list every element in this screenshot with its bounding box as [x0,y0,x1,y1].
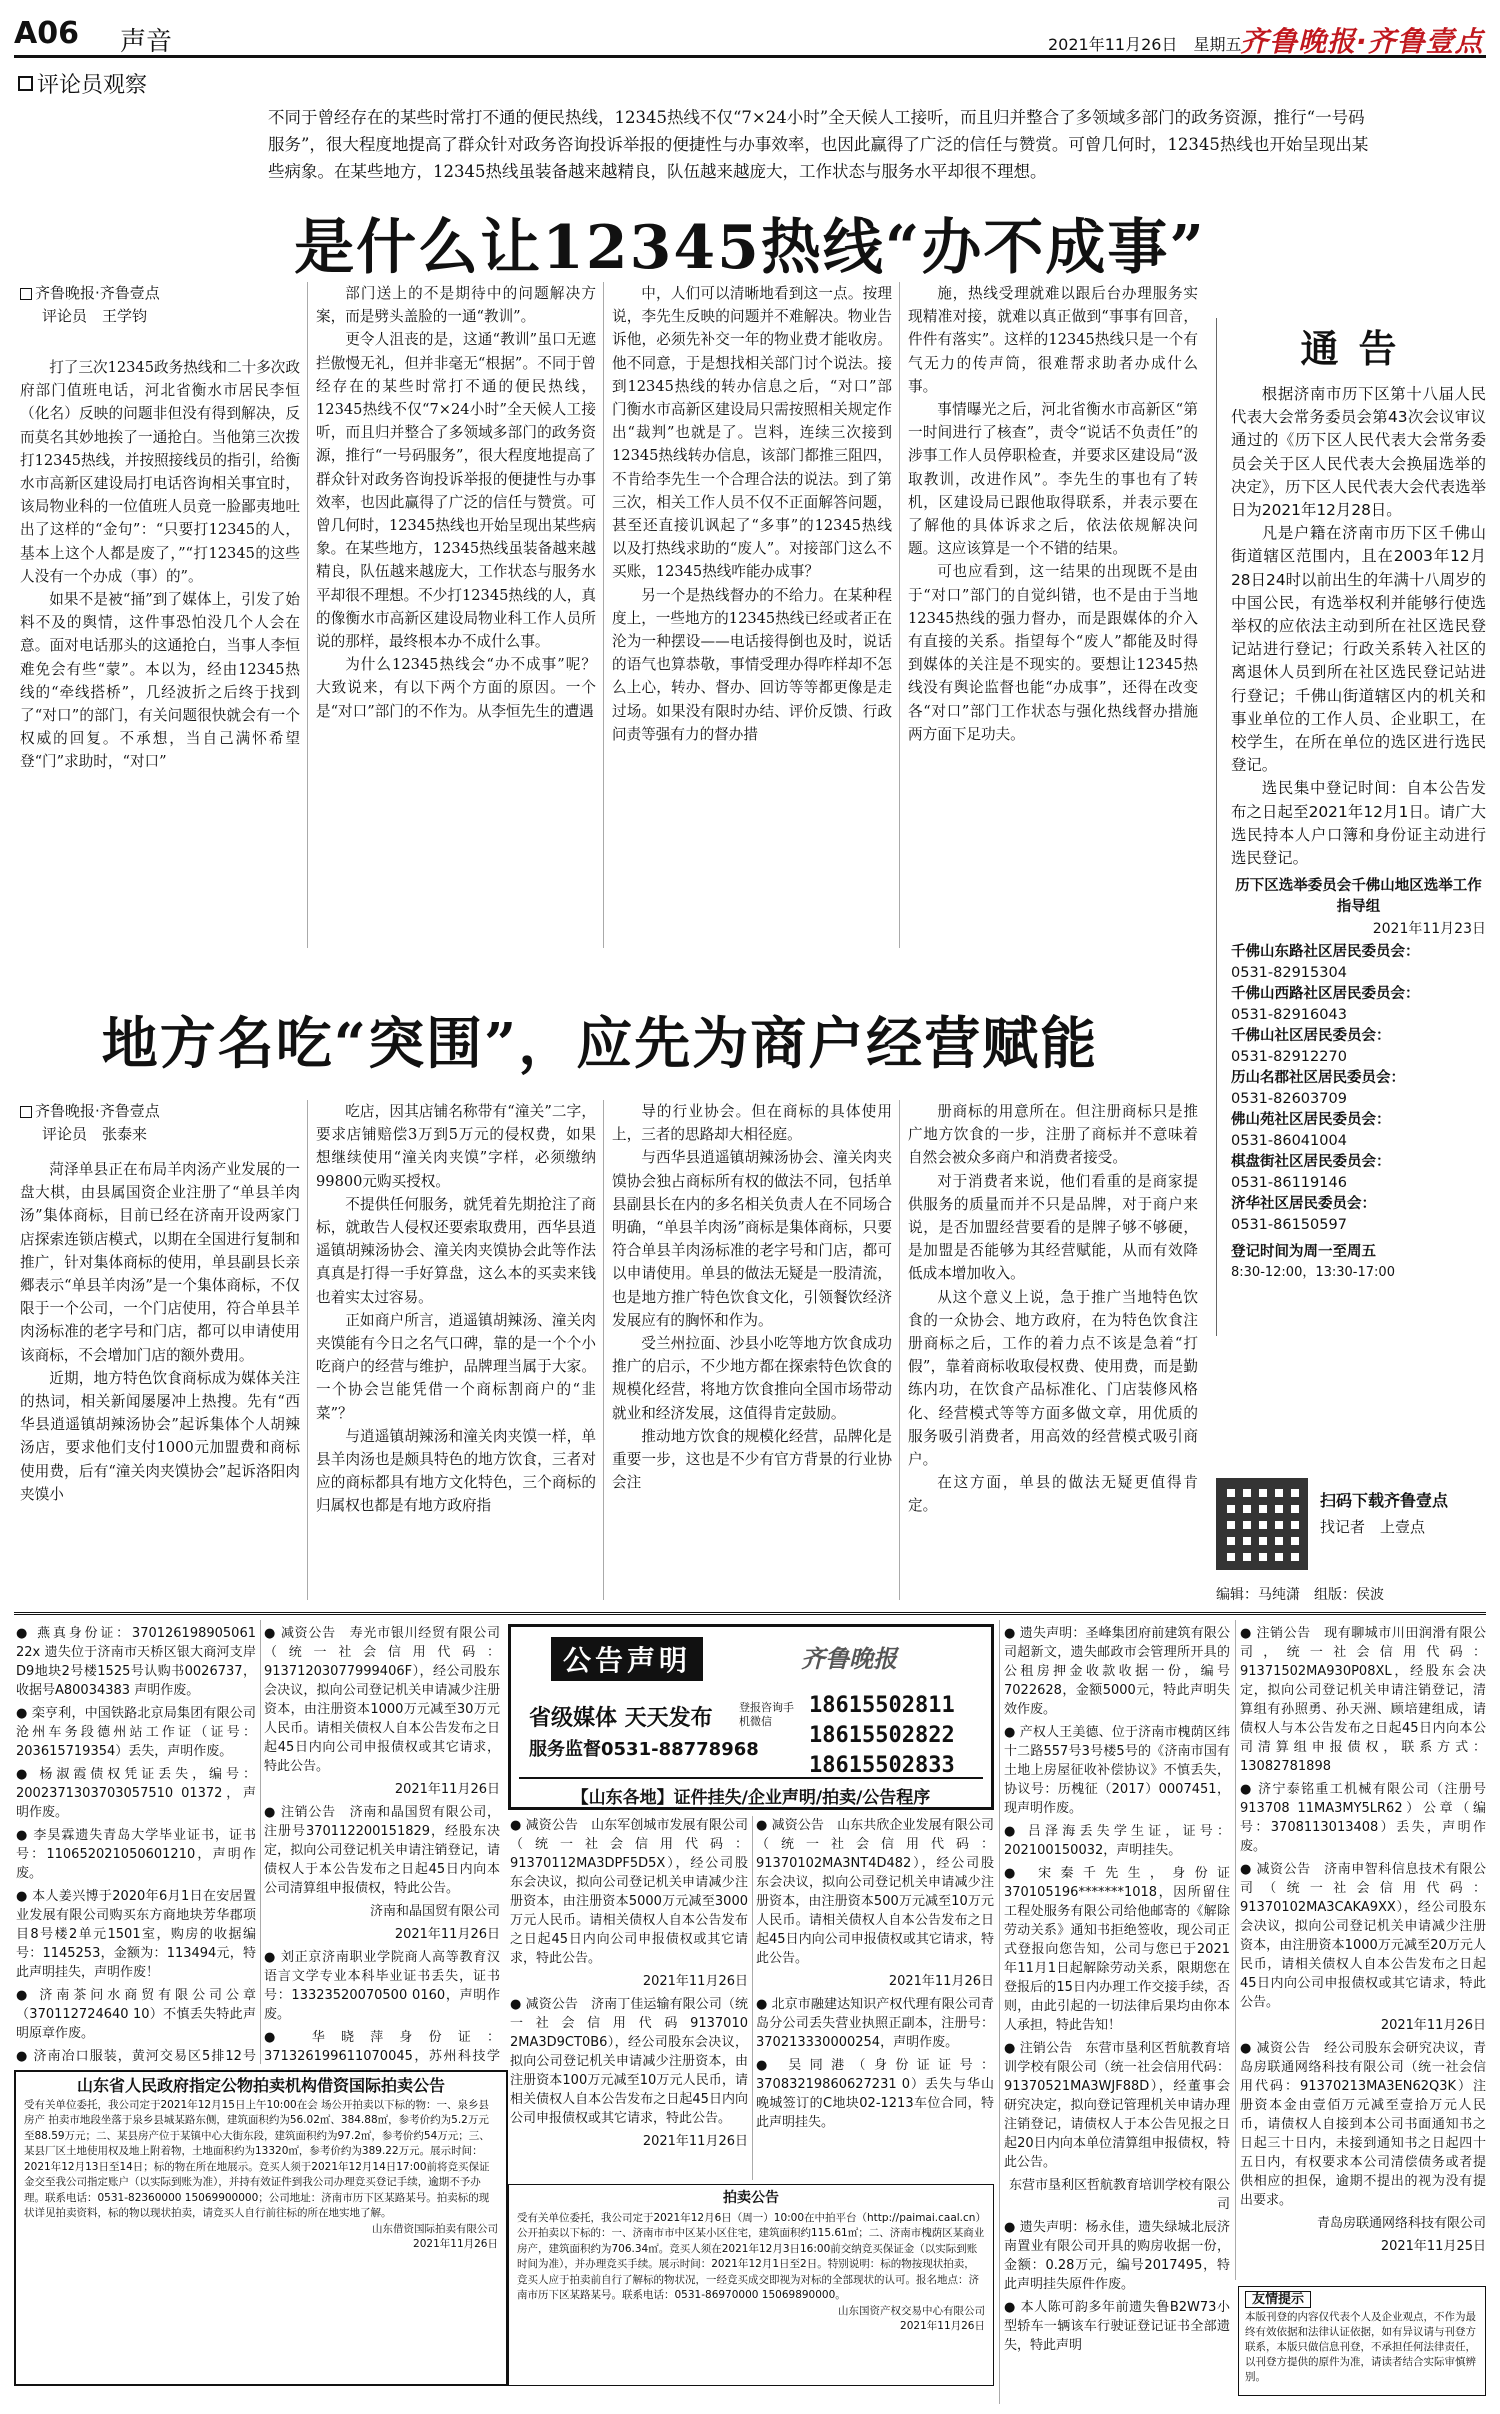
newspaper-brand: 齐鲁晚报·齐鲁壹点 [1240,25,1484,58]
page-section: 声音 [120,27,173,57]
column-rule [603,282,604,948]
classified-ad: ● 北京市融建达知识产权代理有限公司青岛分公司丢失营业执照正副本，注册号：370213330000254，声明作废。 [756,1997,994,2050]
auction-2-title: 拍卖公告 [723,2190,779,2206]
classified-ad: ● 吕泽海丢失学生证，证号：202100150032，声明挂失。 [1004,1824,1230,1858]
qr-line-1: 扫码下载齐鲁壹点 [1320,1491,1449,1510]
paragraph: 打了三次12345政务热线和二十多次政府部门值班电话，河北省衡水市居民李恒（化名）反映的问题非但没有得到解决，反而莫名其妙地挨了一通抢白。当他第三次拨打12345热线，并按照接线员的指引，给衡水市高新区建设局打电话咨询相关事宜时，该局物业科的一位值班人员竟一脸鄙夷地吐出了这样的“金句”：“只要打12345的人，基本上这个人都是废了，”“打12345的这些人没有一个办成（事）的”。 [20,359,300,585]
article1-column-4 [908,282,1198,948]
contact-phone: 0531-82915304 [1231,965,1347,982]
article2-column-4 [908,1100,1198,1600]
qr-block [1216,1478,1486,1578]
promo-phones [809,1691,955,1781]
auction-notice-2 [508,2184,994,2386]
column-rule [260,1620,261,2064]
paragraph: 如果不是被“捅”到了媒体上，引发了始料不及的舆情，这件事恐怕没几个人会在意。面对电话那头的这通抢白，当事人李恒难免会有些“蒙”。本以为，经由12345热线的“牵线搭桥”，几经波折之后终于找到了“对口”的部门，有关问题很快就会有一个权威的回复。不承想，当自己满怀希望登“门”求助时，“对口” [20,591,300,771]
auction-body: 受有关单位委托，我公司定于2021年12月15日上午10:00在会 场公开拍卖以下标的物：一、泉乡县房产 拍卖市地段坐落于泉乡县城某路东侧，建筑面积约为56.02㎡、384.88㎡，参考价约为5.2万元至88.59万元；二、某县房产位于某镇中心大街东段，建筑面积约为97.2㎡，参考价约54万元；三、某县厂区土地使用权及地上附着物，土地面积约为13320㎡，参考价约为389.22万元。展示时间：2021年12月13日至14日；标的物在所在地展示。竞买人须于2021年12月14日17:00前将竞买保证金交至我公司指定账户（以实际到账为准），并持有效证件到我公司办理竞买登记手续，逾期不予办理。联系电话：0531-82360000 15069900000；公司地址：济南市历下区某路某号。拍卖标的现状详见拍卖资料，标的物以现状拍卖，请竞买人自行前往标的所在地实地了解。 [24,2098,490,2219]
paragraph: 吃店，因其店铺名称带有“潼关”二字，要求店铺赔偿3万到5万元的侵权费，如果想继续使用“潼关肉夹馍”字样，必须缴纳99800元购买授权。 [316,1103,596,1190]
classified-ad: ● 减资公告 寿光市银川经贸有限公司（统一社会信用代码：91371203077999406F），经公司股东会决议，拟向公司登记机关申请减少注册资本，由注册资本1000万元减至30万元人民币。请相关债权人自本公告发布之日起45日内向公司申报债权或其它请求，特此公告。 [264,1626,500,1774]
paragraph: 凡是户籍在济南市历下区千佛山街道辖区范围内，且在2003年12月28日24时以前出生的年满十八周岁的中国公民，有选举权利并能够行使选举权的应依法主动到所在社区选民登记站进行登记；行政关系转入社区的离退休人员到所在社区选民登记站进行登记；千佛山街道辖区内的机关和事业单位的工作人员、企业职工，在校学生，在所在单位的选区进行选民登记。 [1231,524,1486,775]
classified-ad: ● 刘正京济南职业学院商人高等教育汉语言文学专业本科毕业证书丢失，证书号：13323520070500 0160，声明作废。 [264,1950,500,2022]
column-rule [752,1816,753,2180]
promo-box [508,1624,994,1810]
classified-ad-date: 2021年11月26日 [642,2134,748,2149]
contact-name: 千佛山东路社区居民委员会： [1231,944,1420,961]
article2-byline [20,1100,160,1146]
auction-title: 山东省人民政府指定公物拍卖机构借资国际拍卖公告 [76,2076,445,2095]
article1-lead: 不同于曾经存在的某些时常打不通的便民热线，12345热线不仅“7×24小时”全天候人工接听，而且归并整合了多领域多部门的政务资源，推行“一号码服务”，很大程度地提高了群众针对政务咨询投诉举报的便捷性与办事效率，也因此赢得了广泛的信任与赞赏。可曾几何时，12345热线也开始呈现出某些病象。在某些地方，12345热线虽装备越来越精良，队伍越来越庞大，工作状态与服务水平却很不理想。 [268,108,1369,181]
paragraph: 对于消费者来说，他们看重的是商家提供服务的质量而并不只是品牌，对于商户来说，是否加盟经营要看的是牌子够不够硬，是加盟是否能够为其经营赋能，从而有效降低成本增加收入。 [908,1172,1198,1283]
contact-phone: 0531-86041004 [1231,1133,1347,1150]
square-icon [20,288,32,300]
paragraph: 册商标的用意所在。但注册商标只是推广地方饮食的一步，注册了商标并不意味着自然会被众多商户和消费者接受。 [908,1103,1198,1167]
contact-name: 千佛山西路社区居民委员会： [1231,986,1420,1003]
column-rule [1235,1620,1236,2280]
article2-column-2 [316,1100,596,1600]
auction-notice [14,2070,508,2386]
paragraph: 在这方面，单县的做法无疑更值得肯定。 [908,1474,1198,1515]
ads-column-1 [16,1624,256,2064]
auction-2-body: 受有关单位委托，我公司定于2021年12月6日（周一）10:00在中拍平台（http://paimai.caal.cn）公开拍卖以下标的：一、济南市市中区某小区住宅，建筑面积约115.61㎡；二、济南市槐荫区某商业房产，建筑面积约为706.34㎡。竞买人须在2021年12月3日16:00前交纳竞买保证金（以实际到账时间为准），并办理竞买手续。展示时间：2021年12月1日至2日。特别说明：标的物按现状拍卖，竞买人应于拍卖前自行了解标的物状况，一经竞买成交即视为对标的全部现状的认可。报名地点：济南市历下区某路某号。联系电话：0531-86970000 15069890000。 [517,2211,985,2301]
article2-headline: 地方名吃“突围”，应先为商户经营赋能 [101,1011,1099,1077]
promo-phone-number: 18615502811 [809,1693,955,1718]
contact-name: 佛山苑社区居民委员会： [1231,1112,1391,1129]
paragraph: 根据济南市历下区第十八届人民代表大会常务委员会第43次会议审议通过的《历下区人民代表大会常务委员会关于区人民代表大会换届选举的决定》，历下区人民代表大会代表选举日为2021年12月28日。 [1231,385,1486,520]
notice-title: 通告 [1300,326,1417,371]
classified-ad: ● 注销公告 济南和晶国贸有限公司，注册号370112200151829，经股东决定，拟向公司登记机关申请注销登记，请债权人于本公告发布之日起45日内向本公司清算组申报债权，特此公告。 [264,1805,500,1896]
article1-author: 评论员 王学钧 [42,307,148,325]
contact-name: 棋盘街社区居民委员会： [1231,1154,1391,1171]
issue-date: 2021年11月26日 星期五 [1048,35,1242,54]
article2-column-1 [20,1158,300,1600]
article1-source: 齐鲁晚报·齐鲁壹点 [35,284,160,302]
promo-footer: 【山东各地】证件挂失/企业声明/拍卖/公告程序 [519,1777,983,1808]
promo-slogan: 省级媒体 天天发布 [529,1706,713,1731]
paragraph: 施，热线受理就难以跟后台办理服务实现精准对接，就难以真正做到“事事有回音，件件有落实”。这样的12345热线只是一个有气无力的传声筒，很难帮求助者办成什么事。 [908,285,1198,395]
classified-ad: ● 李昊霖遗失青岛大学毕业证书，证书号：110652021050601210，声明作废。 [16,1828,256,1881]
column-rule [307,282,308,948]
contact-list [1231,942,1486,1236]
paragraph: 更令人沮丧的是，这通“教训”虽口无遮拦傲慢无礼，但并非毫无“根据”。不同于曾经存在的某些时常打不通的便民热线，12345热线不仅“7×24小时”全天候人工接听，而且归并整合了多领域多部门的政务资源，推行“一号码服务”，很大程度地提高了群众针对政务咨询投诉举报的便捷性与办事效率，也因此赢得了广泛的信任与赞赏。可曾几何时，12345热线也开始呈现出某些病象。在某些地方，12345热线虽装备越来越精良，队伍越来越庞大，工作状态与服务水平却很不理想。不少打12345热线的人，真的像衡水市高新区建设局物业科工作人员所说的那样，最终根本办不成什么事。 [316,331,596,651]
paragraph: 不提供任何服务，就凭着先期抢注了商标，就敢告人侵权还要索取费用，西华县逍遥镇胡辣汤协会、潼关肉夹馍协会此等作法真真是打得一手好算盘，这么本的买卖来钱也着实太过容易。 [316,1195,596,1306]
column-tag [18,68,147,99]
classified-ad: ● 遗失声明：杨永佳，遗失绿城北辰济南置业有限公司开具的购房收据一份，金额：0.28万元，编号2017495，特此声明挂失原件作废。 [1004,2220,1230,2292]
classified-ad: ● 宋秦千先生，身份证 370105196*******1018，因所留住工程处服务有限公司给他邮寄的《解除劳动关系》通知书拒绝签收，现公司正式登报向您告知，公司与您已于2021年11月1日起解除劳动关系，限期您在登报后的15日内办理工作交接手续，否则，由此引起的一切法律后果均由你本人承担，特此告知！ [1004,1866,1230,2033]
classified-ad: ● 济南茶问水商贸有限公司公章（370112724640 10）不慎丢失特此声明原章作废。 [16,1988,256,2041]
registration-hours: 8:30-12:00，13:30-17:00 [1231,1265,1395,1281]
promo-phone-number: 18615502833 [809,1753,955,1778]
ads-column-5 [1240,1624,1486,2280]
classified-ad-signer: 青岛房联通网络科技有限公司 [1316,2216,1486,2231]
classified-ad: ● 吴同港（身份证证号：37083219860627231 0）丢失与华山晚城签订的C地块02-1213车位合同，特此声明挂失。 [756,2058,994,2130]
classified-ad: ● 遗失声明：圣峰集团府前建筑有限公司超新文，遗失邮政市会管理所开具的公租房押金收款收据一份，编号7022628，金额5000元，特此声明失效作废。 [1004,1626,1230,1717]
ads-column-4 [1004,1624,1230,2404]
paragraph: 可也应看到，这一结果的出现既不是由于“对口”部门的自觉纠错，也不是由于当地12345热线的强力督办，而是跟媒体的介入有直接的关系。指望每个“废人”都能及时得到媒体的关注是不现实的。要想让12345热线没有舆论监督也能“办成事”，还得在改变各“对口”部门工作状态与强化热线督办措施两方面下足功夫。 [908,563,1198,743]
paragraph: 另一个是热线督办的不给力。在某种程度上，一些地方的12345热线已经或者正在沦为一种摆设——电话接得倒也及时，说话的语气也算恭敬，事情受理办得咋样却不怎么上心，转办、督办、回访等等都更像是走过场。如果没有限时办结、评价反馈、行政问责等强有力的督办措 [612,586,892,743]
notice-signatory: 历下区选举委员会千佛山地区选举工作指导组 [1235,878,1482,916]
article1-headline: 是什么让12345热线“办不成事” [294,213,1206,283]
classified-ad: ● 注销公告 现有聊城市川田润滑有限公司，统一社会信用代码：91371502MA930P08XL，经股东会决定，拟向公司登记机关申请注销登记，清算组有孙照勇、孙天洲、顾培建组成，请债权人与本公告发布之日起45日内向本公司清算组申报债权，联系方式：13082781898 [1240,1626,1486,1774]
classified-ad-date: 2021年11月26日 [888,1974,994,1989]
ads-column-3a [510,1816,748,2180]
contact-phone: 0531-86150597 [1231,1217,1347,1234]
paragraph: 为什么12345热线会“办不成事”呢？大致说来，有以下两个方面的原因。一个是“对口”部门的不作为。从李恒先生的遭遇 [316,656,596,720]
promo-brand: 齐鲁晚报 [801,1645,897,1673]
paragraph: 与西华县逍遥镇胡辣汤协会、潼关肉夹馍协会独占商标所有权的做法不同，包括单县副县长在内的多名相关负责人在不同场合明确，“单县羊肉汤”商标是集体商标，只要符合单县羊肉汤标准的老字号和门店，都可以申请使用。单县的做法无疑是一股清流，也是地方推广特色饮食文化，引领餐饮经济发展应有的胸怀和作为。 [612,1149,892,1329]
column-rule [899,282,900,948]
classified-ad-signer: 东营市垦利区哲航教育培训学校有限公司 [1008,2178,1230,2212]
square-icon [20,1106,32,1118]
contact-phone: 0531-82916043 [1231,1007,1347,1024]
paragraph: 从这个意义上说，急于推广当地特色饮食的一众协会、地方政府，在为特色饮食注册商标之后，工作的着力点不该是急着“打假”，靠着商标收取侵权费、使用费，而是勤练内功，在饮食产品标准化、门店装修风格化、经营模式等等方面多做文章，用优质的服务吸引消费者，用高效的经营模式吸引商户。 [908,1288,1198,1469]
paragraph: 中，人们可以清晰地看到这一点。按理说，李先生反映的问题并不难解决。物业告诉他，必须先补交一年的物业费才能收房。他不同意，于是想找相关部门讨个说法。接到12345热线的转办信息之后，“对口”部门衡水市高新区建设局只需按照相关规定作出“裁判”也就是了。岂料，连续三次接到12345热线转办信息，该部门都推三阻四，不肯给李先生一个合理合法的说法。到了第三次，相关工作人员不仅不正面解答问题，甚至还直接讥讽起了“多事”的12345热线以及打热线求助的“废人”。对接部门这么不买账，12345热线咋能办成事？ [612,285,892,581]
classified-ad: ● 减资公告 济南丁佳运输有限公司（统一社会信用代码9137010 2MA3D9CT0B6），经公司股东会决议，拟向公司登记机关申请减少注册资本，由注册资本100万元减至10万元人民币，请相关债权人自本公告发布之日起45日内向公司申报债权或其它请求，特此公告。 [510,1997,748,2126]
classified-ad-date: 2021年11月26日 [394,1782,500,1797]
paragraph: 选民集中登记时间：自本公告发布之日起至2021年12月1日。请广大选民持本人户口簿和身份证主动进行选民登记。 [1231,779,1486,868]
contact-phone: 0531-82603709 [1231,1091,1347,1108]
contact-name: 千佛山社区居民委员会： [1231,1028,1391,1045]
tip-body: 本版刊登的内容仅代表个人及企业观点，不作为最终有效依据和法律认证依据，如有异议请与刊登方联系，本版只做信息刊登，不承担任何法律责任，以刊登方提供的原件为准，请读者结合实际审慎辨别。 [1245,2311,1476,2383]
paragraph: 受兰州拉面、沙县小吃等地方饮食成功推广的启示，不少地方都在探索特色饮食的规模化经营，将地方饮食推向全国市场带动就业和经济发展，这值得肯定鼓励。 [612,1335,892,1422]
classified-ad: ● 产权人王美德、位于济南市槐荫区纬十二路557号3号楼5号的《济南市国有土地上房屋征收补偿协议》不慎丢失，协议号：历槐征（2017）0007451，现声明作废。 [1004,1725,1230,1816]
classified-ad: ● 华晓萍身份证：371326199611070045，苏州科技学 [264,2030,500,2064]
contact-name: 济华社区居民委员会： [1231,1196,1376,1213]
auction-2-signer: 山东国资产权交易中心有限公司 [838,2304,985,2317]
masthead [14,14,1486,58]
contact-phone: 0531-82912270 [1231,1049,1347,1066]
column-rule [603,1100,604,1600]
classified-ad-date: 2021年11月26日 [394,1927,500,1942]
ads-column-3b [756,1816,994,2180]
article1-column-1 [20,356,300,948]
classified-ad: ● 本人陈可韵多年前遗失鲁B2W73小型轿车一辆该车行驶证登记证书全部遗失，特此声明 [1004,2300,1230,2353]
contact-name: 历山名郡社区居民委员会： [1231,1070,1405,1087]
article2-column-3 [612,1100,892,1600]
classified-ad: ● 减资公告 经公司股东会研究决议，青岛房联通网络科技有限公司（统一社会信用代码：91370213MA3EN62Q3K）注册资本金由壹佰万元减至壹拾万元人民币，请债权人自接到本公司书面通知书之日起三十日内，未接到通知书之日起四十五日内，有权要求本公司清偿债务或者提供相应的担保，逾期不提出的视为没有提出要求。 [1240,2041,1486,2208]
paragraph: 导的行业协会。但在商标的具体使用上，三者的思路却大相径庭。 [612,1103,892,1144]
classified-ad: ● 杨淑霞债权凭证丢失，编号：2002371303703057510 01372，声明作废。 [16,1767,256,1820]
qr-code-icon[interactable] [1216,1478,1308,1570]
qr-line-2: 找记者 上壹点 [1320,1518,1426,1536]
auction-signer: 山东借资国际拍卖有限公司 [372,2222,498,2235]
classified-ad-date: 2021年11月25日 [1380,2239,1486,2254]
classified-ad: ● 济南冶口服装，黄河交易区5排12号 [16,2049,256,2064]
promo-contact-note: 登报咨询手机微信 [739,1701,794,1728]
election-notice [1216,318,1486,1336]
auction-date: 2021年11月26日 [413,2238,498,2250]
ads-divider [14,1612,1486,1615]
article1-column-3 [612,282,892,948]
article1-byline [20,282,160,328]
notice-date: 2021年11月23日 [1372,921,1486,938]
paragraph: 正如商户所言，逍遥镇胡辣汤、潼关肉夹馍能有今日之名气口碑，靠的是一个个小吃商户的经营与维护，品牌理当属于大家。一个协会岂能凭借一个商标割商户的“韭菜”？ [316,1311,596,1422]
column-tag-label: 评论员观察 [37,73,148,98]
registration-hours-label: 登记时间为周一至周五 [1231,1244,1376,1261]
column-rule [999,1620,1000,2404]
auction-2-date: 2021年11月26日 [900,2320,985,2332]
article2-author: 评论员 张泰来 [42,1125,148,1143]
classified-ad: ● 减资公告 山东军创城市发展有限公司（统一社会信用代码：91370112MA3DPF5D5X），经公司股东会决议，拟向公司登记机关申请减少注册资本，由注册资本5000万元减至3000万元人民币。请相关债权人自本公告发布之日起45日内向公司申报债权或其它请求，特此公告。 [510,1818,748,1966]
classified-ad-date: 2021年11月26日 [642,1974,748,1989]
classified-ad: ● 栾亨利，中国铁路北京局集团有限公司沧州车务段德州站工作证（证号：203615719354）丢失，声明作废。 [16,1706,256,1759]
paragraph: 推动地方饮食的规模化经营，品牌化是重要一步，这也是不少有官方背景的行业协会注 [612,1427,892,1492]
column-rule [899,1100,900,1600]
classified-ad: ● 注销公告 东营市垦利区哲航教育培训学校有限公司（统一社会信用代码：91370521MA3WJF88D），经董事会研究决定，拟向登记管理机关申请办理注销登记，请债权人于本公告见报之日起20日内向本单位清算组申报债权，特此公告。 [1004,2041,1230,2170]
paragraph: 事情曝光之后，河北省衡水市高新区“第一时间进行了核查”，责令“说话不负责任”的涉事工作人员停职检查，并要求区建设局“汲取教训，改进作风”。李先生的事也有了转机，区建设局已跟他取得联系，并表示要在了解他的具体诉求之后，依法依规解决问题。这应该算是一个不错的结果。 [908,401,1198,558]
promo-phone-number: 18615502822 [809,1723,955,1748]
contact-phone: 0531-86119146 [1231,1175,1347,1192]
paragraph: 近期，地方特色饮食商标成为媒体关注的热词，相关新闻屡屡冲上热搜。先有“西华县逍遥镇胡辣汤协会”起诉集体个人胡辣汤店，要求他们支付1000元加盟费和商标使用费，后有“潼关肉夹馍协会”起诉洛阳肉夹馍小 [20,1369,300,1503]
article1-column-2 [316,282,596,948]
column-rule [307,1100,308,1600]
editors-credit: 编辑：马纯潇 组版：侯波 [1216,1587,1384,1603]
classified-ad-signer: 济南和晶国贸有限公司 [369,1904,500,1919]
classified-ad: ● 济宁泰铭重工机械有限公司（注册号913708 11MA3MY5LR62）公章（编号：3708113013408）丢失，声明作废。 [1240,1782,1486,1854]
classified-ad: ● 燕真身份证：370126198905061 22x 遗失位于济南市天桥区银大商河支岸D9地块2号楼1525号认购书0026737，收据号A80034383 声明作废。 [16,1626,256,1698]
promo-head: 公告声明 [551,1637,703,1681]
classified-ad: ● 本人姜兴博于2020年6月1日在安居置业发展有限公司购买东方商地块芳华郡项目8号楼2单元1501室，购房的收据编号：1145253，金额为：113494元，特此声明挂失，声明作废！ [16,1889,256,1980]
square-icon [18,76,33,91]
classified-ad-date: 2021年11月26日 [1380,2018,1486,2033]
paragraph: 部门送上的不是期待中的问题解决方案，而是劈头盖脸的一通“教训”。 [316,285,596,326]
paragraph: 菏泽单县正在布局羊肉汤产业发展的一盘大棋，由县属国资企业注册了“单县羊肉汤”集体商标，目前已经在济南开设两家门店探索连锁店模式，以期在全国进行复制和推广，针对集体商标的使用，单县副县长亲郷表示“单县羊肉汤”是一个集体商标，不仅限于一个公司，一个门店使用，符合单县羊肉汤标准的老字号和门店，都可以申请使用该商标，不会增加门店的额外费用。 [20,1161,300,1364]
ads-column-2 [264,1624,500,2064]
notice-body [1231,383,1486,870]
classified-ad: ● 减资公告 济南申智科信息技术有限公司（统一社会信用代码：91370102MA3CAKA9XX），经公司股东会决议，拟向公司登记机关申请减少注册资本，由注册资本1000万元减至20万元人民币，请相关债权人自本公告发布之日起45日内向公司申报债权或其它请求，特此公告。 [1240,1862,1486,2010]
tip-title: 友情提示 [1245,2291,1311,2308]
paragraph: 与逍遥镇胡辣汤和潼关肉夹馍一样，单县羊肉汤也是颇具特色的地方饮食，三者对应的商标都具有地方文化特色，三个商标的归属权也都是有地方政府指 [316,1427,596,1515]
classified-ad: ● 减资公告 山东共欣企业发展有限公司（统一社会信用代码：91370102MA3NT4D482），经公司股东会决议，拟向公司登记机关申请减少注册资本，由注册资本500万元减至10万元人民币。请相关债权人自本公告发布之日起45日内向公司申报债权或其它请求，特此公告。 [756,1818,994,1966]
friendly-tip [1238,2286,1486,2396]
article2-source: 齐鲁晚报·齐鲁壹点 [35,1102,160,1120]
page-number: A06 [14,16,79,51]
promo-hotline: 服务监督0531-88778968 [529,1739,759,1760]
